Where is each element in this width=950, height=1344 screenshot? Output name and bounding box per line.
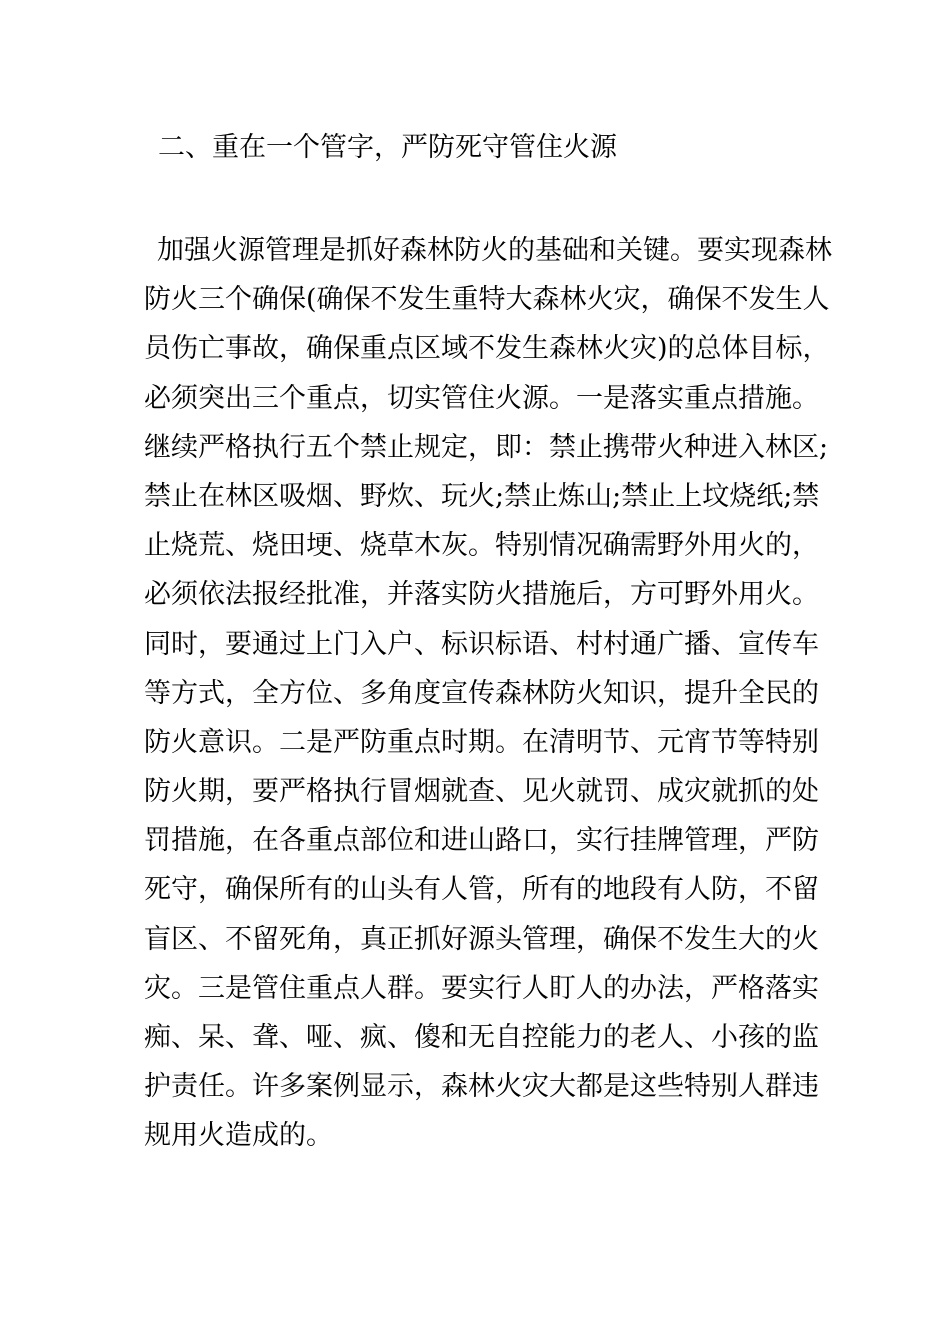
paragraph-line: 防火期，要严格执行冒烟就查、见火就罚、成灾就抓的处 xyxy=(144,776,819,808)
paragraph-line: 痴、呆、聋、哑、疯、傻和无自控能力的老人、小孩的监 xyxy=(144,1022,819,1053)
paragraph-line: 死守，确保所有的山头有人管，所有的地段有人防，不留 xyxy=(144,874,819,906)
paragraph-line: 继续严格执行五个禁止规定，即：禁止携带火种进入林区; xyxy=(144,431,829,463)
paragraph-line: 禁止在林区吸烟、野炊、玩火;禁止炼山;禁止上坟烧纸;禁 xyxy=(144,480,820,512)
paragraph-line: 同时，要通过上门入户、标识标语、村村通广播、宣传车 xyxy=(144,628,819,660)
paragraph-line: 防火意识。二是严防重点时期。在清明节、元宵节等特别 xyxy=(144,726,819,758)
paragraph-line: 规用火造成的。 xyxy=(144,1120,333,1152)
paragraph-line: 加强火源管理是抓好森林防火的基础和关键。要实现森林 xyxy=(157,235,832,266)
section-heading: 二、重在一个管字，严防死守管住火源 xyxy=(158,132,617,163)
paragraph-line: 必须依法报经批准，并落实防火措施后，方可野外用火。 xyxy=(144,579,819,611)
paragraph-line: 止烧荒、烧田埂、烧草木灰。特别情况确需野外用火的， xyxy=(144,530,819,562)
paragraph-line: 等方式，全方位、多角度宣传森林防火知识，提升全民的 xyxy=(144,677,819,709)
paragraph-line: 灾。三是管住重点人群。要实行人盯人的办法，严格落实 xyxy=(144,972,819,1004)
paragraph-line: 员伤亡事故，确保重点区域不发生森林火灾)的总体目标， xyxy=(144,333,830,365)
paragraph-line: 防火三个确保(确保不发生重特大森林火灾，确保不发生人 xyxy=(144,284,830,316)
paragraph-line: 护责任。许多案例显示，森林火灾大都是这些特别人群违 xyxy=(144,1071,819,1103)
body-paragraph xyxy=(144,226,832,1161)
paragraph-line: 盲区、不留死角，真正抓好源头管理，确保不发生大的火 xyxy=(144,923,819,955)
paragraph-line: 罚措施，在各重点部位和进山路口，实行挂牌管理，严防 xyxy=(144,825,819,857)
paragraph-line: 必须突出三个重点，切实管住火源。一是落实重点措施。 xyxy=(144,382,819,414)
